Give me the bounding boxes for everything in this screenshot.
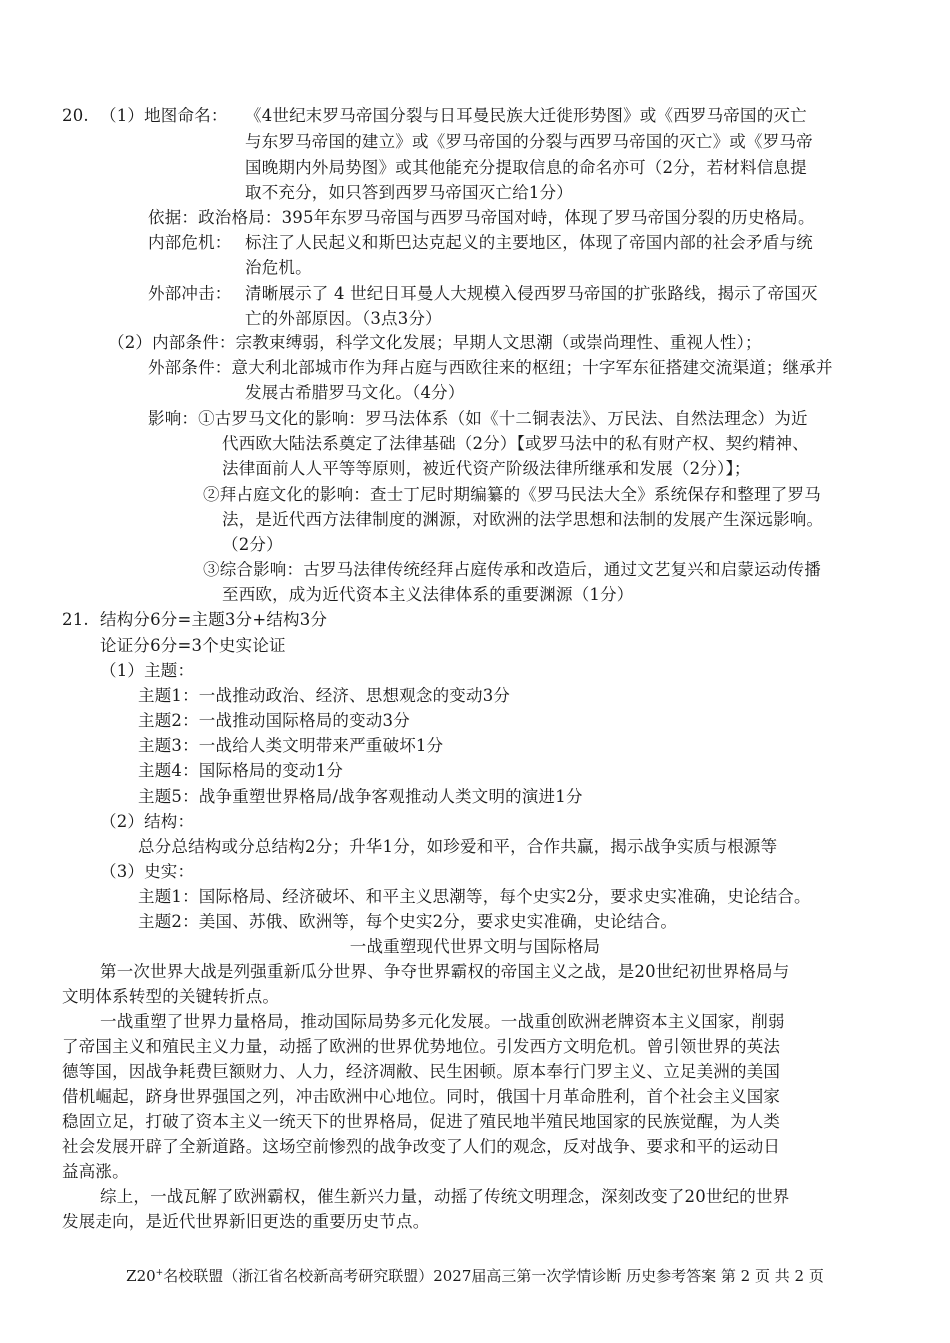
essay-line: 文明体系转型的关键转折点。 xyxy=(62,987,280,1006)
q20-impact-3: 至西欧，成为近代资本主义法律体系的重要渊源（1分） xyxy=(222,585,634,604)
essay-line: 稳固立足，打破了资本主义一统天下的世界格局，促进了殖民地半殖民地国家的民族觉醒，为人类 xyxy=(62,1112,781,1131)
q21-facts-label: （3）史实： xyxy=(100,862,195,881)
q20-internal-line: 治危机。 xyxy=(245,258,312,277)
q20-number: 20. xyxy=(62,106,89,125)
q20-impact-2: （2分） xyxy=(222,535,283,554)
q20-impact-2: ②拜占庭文化的影响：查士丁尼时期编纂的《罗马民法大全》系统保存和整理了罗马 xyxy=(203,485,821,504)
q21-theme: 主题3：一战给人类文明带来严重破坏1分 xyxy=(138,736,444,755)
q20-impact-3: ③综合影响：古罗马法律传统经拜占庭传承和改造后，通过文艺复兴和启蒙运动传播 xyxy=(203,560,821,579)
essay-line: 德等国，因战争耗费巨额财力、人力，经济凋敝、民生困顿。原本奉行门罗主义、立足美洲的美国 xyxy=(62,1062,781,1081)
q20-p1-line: 取不充分，如只答到西罗马帝国灭亡给1分） xyxy=(245,183,573,202)
q21-line: 结构分6分=主题3分+结构3分 xyxy=(100,610,328,629)
q20-internal-line: 标注了人民起义和斯巴达克起义的主要地区，体现了帝国内部的社会矛盾与统 xyxy=(245,233,813,252)
q21-number: 21. xyxy=(62,610,89,629)
essay-line: 发展走向，是近代世界新旧更迭的重要历史节点。 xyxy=(62,1212,430,1231)
q21-fact: 主题2：美国、苏俄、欧洲等，每个史实2分，要求史实准确，史论结合。 xyxy=(138,912,678,931)
essay-line: 综上，一战瓦解了欧洲霸权，催生新兴力量，动摇了传统文明理念，深刻改变了20世纪的世界 xyxy=(100,1187,790,1206)
q20-external-line: 清晰展示了 4 世纪日耳曼人大规模入侵西罗马帝国的扩张路线，揭示了帝国灭 xyxy=(245,284,818,303)
essay-line: 第一次世界大战是列强重新瓜分世界、争夺世界霸权的帝国主义之战，是20世纪初世界格局与 xyxy=(100,962,790,981)
q21-theme: 主题4：国际格局的变动1分 xyxy=(138,761,344,780)
essay-line: 社会发展开辟了全新道路。这场空前惨烈的战争改变了人们的观念，反对战争、要求和平的运动日 xyxy=(62,1137,781,1156)
essay-line: 一战重塑了世界力量格局，推动国际局势多元化发展。一战重创欧洲老牌资本主义国家，削弱 xyxy=(100,1012,785,1031)
footer-text: 名校联盟（浙江省名校新高考研究联盟）2027届高三第一次学情诊断 历史参考答案 第 2 页 共 2 页 xyxy=(163,1267,824,1285)
q20-internal-label: 内部危机： xyxy=(148,233,232,252)
q21-theme: 主题5：战争重塑世界格局/战争客观推动人类文明的演进1分 xyxy=(138,787,583,806)
q20-p1-line: 国晚期内外局势图》或其他能充分提取信息的命名亦可（2分，若材料信息提 xyxy=(245,158,807,177)
essay-title: 一战重塑现代世界文明与国际格局 xyxy=(349,937,601,956)
q20-p1-line: 与东罗马帝国的建立》或《罗马帝国的分裂与西罗马帝国的灭亡》或《罗马帝 xyxy=(245,132,813,151)
q20-impact-1: 影响：①古罗马文化的影响：罗马法体系（如《十二铜表法》、万民法、自然法理念）为近 xyxy=(148,409,808,428)
q20-impact-1: 代西欧大陆法系奠定了法律基础（2分）【或罗马法中的私有财产权、契约精神、 xyxy=(222,434,809,453)
essay-line: 借机崛起，跻身世界强国之列，冲击欧洲中心地位。同时，俄国十月革命胜利，首个社会主义国家 xyxy=(62,1087,781,1106)
footer-sup: + xyxy=(155,1268,164,1278)
q21-theme-label: （1）主题： xyxy=(100,661,195,680)
essay-line: 益高涨。 xyxy=(62,1162,129,1181)
q21-theme: 主题2：一战推动国际格局的变动3分 xyxy=(138,711,410,730)
page-footer xyxy=(0,1262,950,1287)
q20-external-label: 外部冲击： xyxy=(148,284,232,303)
footer-prefix: Z20 xyxy=(126,1267,156,1285)
q20-impact-2: 法，是近代西方法律制度的渊源，对欧洲的法学思想和法制的发展产生深远影响。 xyxy=(222,510,824,529)
q21-fact: 主题1：国际格局、经济破坏、和平主义思潮等，每个史实2分，要求史实准确，史论结合。 xyxy=(138,887,811,906)
q21-line: 论证分6分=3个史实论证 xyxy=(100,636,286,655)
q21-structure-text: 总分总结构或分总结构2分；升华1分，如珍爱和平，合作共赢，揭示战争实质与根源等 xyxy=(138,837,778,856)
q20-p2-external: 外部条件：意大利北部城市作为拜占庭与西欧往来的枢纽；十字军东征搭建交流渠道；继承并 xyxy=(148,358,833,377)
q21-structure-label: （2）结构： xyxy=(100,812,195,831)
q20-p1-label: （1）地图命名： xyxy=(100,106,228,125)
q20-p1-line: 《4世纪末罗马帝国分裂与日耳曼民族大迁徙形势图》或《西罗马帝国的灭亡 xyxy=(245,106,807,125)
q20-p2-external: 发展古希腊罗马文化。（4分） xyxy=(245,383,465,402)
essay-line: 了帝国主义和殖民主义力量，动摇了欧洲的世界优势地位。引发西方文明危机。曾引领世界的英法 xyxy=(62,1037,781,1056)
q20-basis: 依据：政治格局：395年东罗马帝国与西罗马帝国对峙，体现了罗马帝国分裂的历史格局。 xyxy=(148,208,815,227)
q20-external-line: 亡的外部原因。（3点3分） xyxy=(245,309,442,328)
q21-theme: 主题1：一战推动政治、经济、思想观念的变动3分 xyxy=(138,686,511,705)
q20-p2-internal: （2）内部条件：宗教束缚弱，科学文化发展；早期人文思潮（或崇尚理性、重视人性）； xyxy=(108,333,762,352)
q20-impact-1: 法律面前人人平等等原则，被近代资产阶级法律所继承和发展（2分）】； xyxy=(222,459,751,478)
